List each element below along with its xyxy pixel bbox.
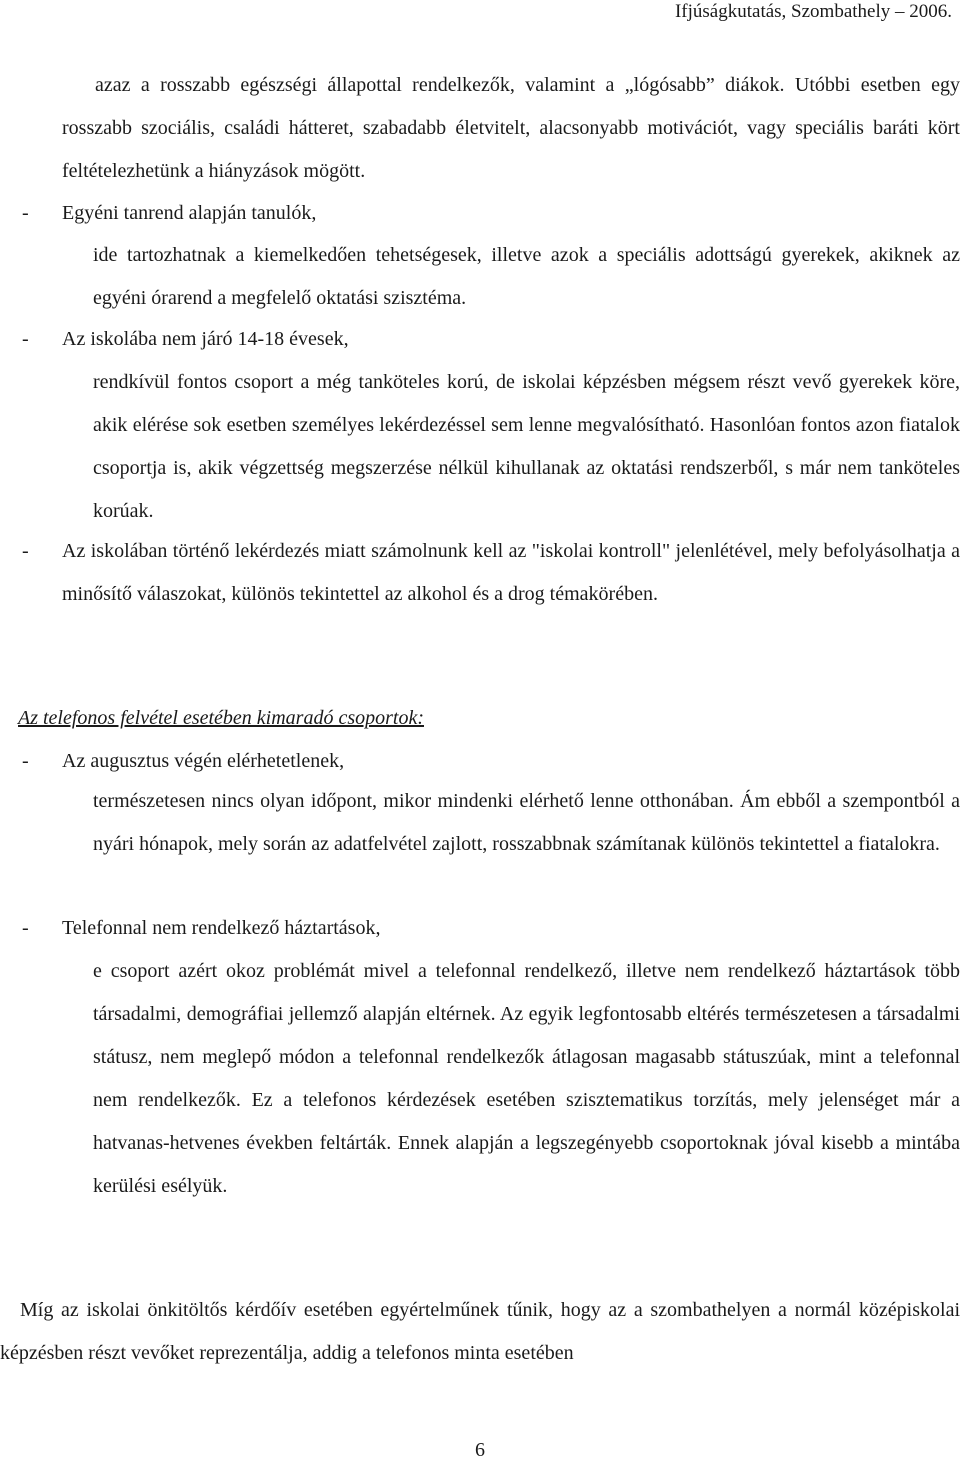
- list-item-title: Az iskolába nem járó 14-18 évesek,: [62, 328, 349, 350]
- list-item-dash: -: [22, 202, 29, 224]
- page-number: 6: [475, 1439, 485, 1461]
- continuation-paragraph: azaz a rosszabb egészségi állapottal rendelkezők, valamint a „lógósabb” diákok. Utóbbi esetben egy rosszabb szociális, családi hátteret, szabadabb életvitelt, alacsonyabb motivációt, vagy speciális baráti kört feltételezhetünk a hiányzások mögött.: [62, 74, 960, 182]
- section-heading: Az telefonos felvétel esetében kimaradó csoportok:: [18, 707, 424, 729]
- list-item-title: Telefonnal nem rendelkező háztartások,: [62, 917, 381, 939]
- list-item-dash: -: [22, 328, 29, 350]
- list-item-dash: -: [22, 917, 29, 939]
- list-item-description: e csoport azért okoz problémát mivel a telefonnal rendelkező, illetve nem rendelkező háztartások több társadalmi, demográfiai jellemző alapján eltérnek. Az egyik legfontosabb eltérés természetesen a társadalmi státusz, nem meglepő módon a telefonnal rendelkezők átlagosan magasabb státuszúak, mint a telefonnal nem rendelkezők. Ez a telefonos kérdezések esetében szisztematikus torzítás, mely jelenséget már a hatvanas-hetvenes években feltárták. Ennek alapján a legszegényebb csoportoknak jóval kisebb a mintába kerülési esélyük.: [93, 960, 960, 1197]
- closing-paragraph: Míg az iskolai önkitöltős kérdőív esetében egyértelműnek tűnik, hogy az a szombathelyen a normál középiskolai képzésben részt vevőket reprezentálja, addig a telefonos minta esetében: [0, 1299, 960, 1364]
- list-item-text: Az iskolában történő lekérdezés miatt számolnunk kell az "iskolai kontroll" jelenlétével, mely befolyásolhatja a minősítő válaszokat, különös tekintettel az alkohol és a drog témakörében.: [62, 540, 960, 605]
- list-item-title: Egyéni tanrend alapján tanulók,: [62, 202, 317, 224]
- list-item-title: Az augusztus végén elérhetetlenek,: [62, 750, 345, 772]
- list-item-description: ide tartozhatnak a kiemelkedően tehetségesek, illetve azok a speciális adottságú gyerekek, akiknek az egyéni órarend a megfelelő oktatási szisztéma.: [93, 244, 960, 309]
- list-item-description: természetesen nincs olyan időpont, mikor mindenki elérhető lenne otthonában. Ám ebből a szempontból a nyári hónapok, mely során az adatfelvétel zajlott, rosszabbnak számítanak különös tekintettel a fiatalokra.: [93, 790, 960, 855]
- list-item-dash: -: [22, 750, 29, 772]
- list-item-dash: -: [22, 540, 29, 562]
- list-item-description: rendkívül fontos csoport a még tanköteles korú, de iskolai képzésben mégsem részt vevő gyerekek köre, akik elérése sok esetben személyes lekérdezéssel sem lenne megvalósítható. Hasonlóan fontos azon fiatalok csoportja is, akik végzettség megszerzése nélkül kihullanak az oktatási rendszerből, s már nem tanköteles korúak.: [93, 371, 960, 522]
- running-header: Ifjúságkutatás, Szombathely – 2006.: [674, 1, 952, 22]
